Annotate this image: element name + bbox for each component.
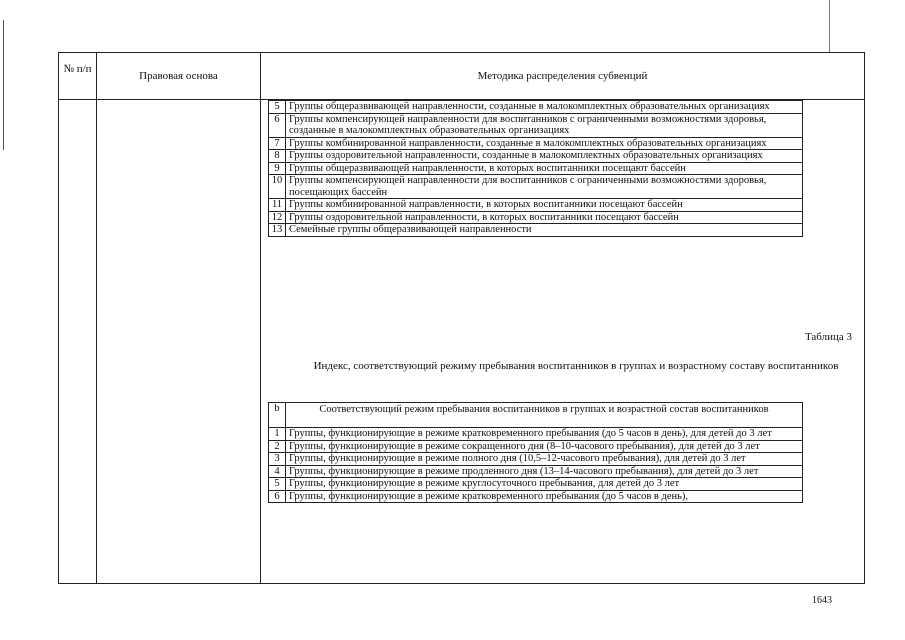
table3-head-num: b [269,403,286,428]
row-text: Группы, функционирующие в режиме полного дня (10,5–12-часового пребывания), для детей до 3 лет [286,453,803,466]
row-text: Группы, функционирующие в режиме сокращенного дня (8–10-часового пребывания), для детей до 3 лет [286,440,803,453]
table-row [269,465,803,478]
table-row [269,175,803,199]
row-text: Группы комбинированной направленности, созданные в малокомплектных образовательных организациях [286,137,803,150]
row-number: 12 [269,211,286,224]
row-text: Семейные группы общеразвивающей направленности [286,224,803,237]
regime-index-table [268,402,803,503]
row-number: 5 [269,101,286,114]
row-text: Группы оздоровительной направленности, созданные в малокомплектных образовательных организациях [286,150,803,163]
row-number: 4 [269,465,286,478]
header-num: № п/п [63,63,92,75]
col-divider-2 [260,52,261,584]
row-text: Группы, функционирующие в режиме круглосуточного пребывания, для детей до 3 лет [286,478,803,491]
group-types-table [268,100,803,237]
header-legal-basis: Правовая основа [139,70,218,82]
table3-header-row [269,403,803,428]
table-row [269,478,803,491]
row-number: 7 [269,137,286,150]
row-number: 10 [269,175,286,199]
table-row [269,199,803,212]
table-row [269,490,803,503]
page-number: 1643 [812,595,832,606]
row-number: 8 [269,150,286,163]
table-left-border [58,52,59,584]
table3-title: Индекс, соответствующий режиму пребывания воспитанников в группах и возрастному составу воспитанников [313,360,839,372]
row-text: Группы комбинированной направленности, в которых воспитанники посещают бассейн [286,199,803,212]
row-text: Группы общеразвивающей направленности, созданные в малокомплектных образовательных организациях [286,101,803,114]
row-text: Группы компенсирующей направленности для воспитанников с ограниченными возможностями здоровья, посещающих бассейн [286,175,803,199]
row-text: Группы, функционирующие в режиме продленного дня (13–14-часового пребывания), для детей до 3 лет [286,465,803,478]
table3-label: Таблица 3 [804,331,852,343]
table-row [269,453,803,466]
table3-head-text: Соответствующий режим пребывания воспитанников в группах и возрастной состав воспитанников [286,403,803,428]
table-row [269,137,803,150]
table-bottom-border [58,583,865,584]
table-right-border [864,52,865,584]
table-row [269,162,803,175]
row-number: 9 [269,162,286,175]
scan-edge-line [829,0,830,52]
row-number: 13 [269,224,286,237]
table-row [269,101,803,114]
row-number: 11 [269,199,286,212]
row-number: 1 [269,428,286,441]
table-row [269,440,803,453]
row-number: 3 [269,453,286,466]
row-text: Группы компенсирующей направленности для воспитанников с ограниченными возможностями здоровья, созданные в малокомплектных образовательных организациях [286,113,803,137]
row-text: Группы, функционирующие в режиме кратковременного пребывания (до 5 часов в день), для детей до 3 лет [286,428,803,441]
table-row [269,150,803,163]
row-number: 6 [269,113,286,137]
table-row [269,428,803,441]
col-divider-1 [96,52,97,584]
table-row [269,224,803,237]
row-text: Группы, функционирующие в режиме кратковременного пребывания (до 5 часов в день), [286,490,803,503]
row-number: 2 [269,440,286,453]
row-text: Группы оздоровительной направленности, в которых воспитанники посещают бассейн [286,211,803,224]
row-number: 6 [269,490,286,503]
row-text: Группы общеразвивающей направленности, в которых воспитанники посещают бассейн [286,162,803,175]
scan-edge-line [3,20,4,150]
table-top-border [58,52,865,53]
table-row [269,113,803,137]
table-row [269,211,803,224]
header-method: Методика распределения субвенций [477,70,648,82]
row-number: 5 [269,478,286,491]
